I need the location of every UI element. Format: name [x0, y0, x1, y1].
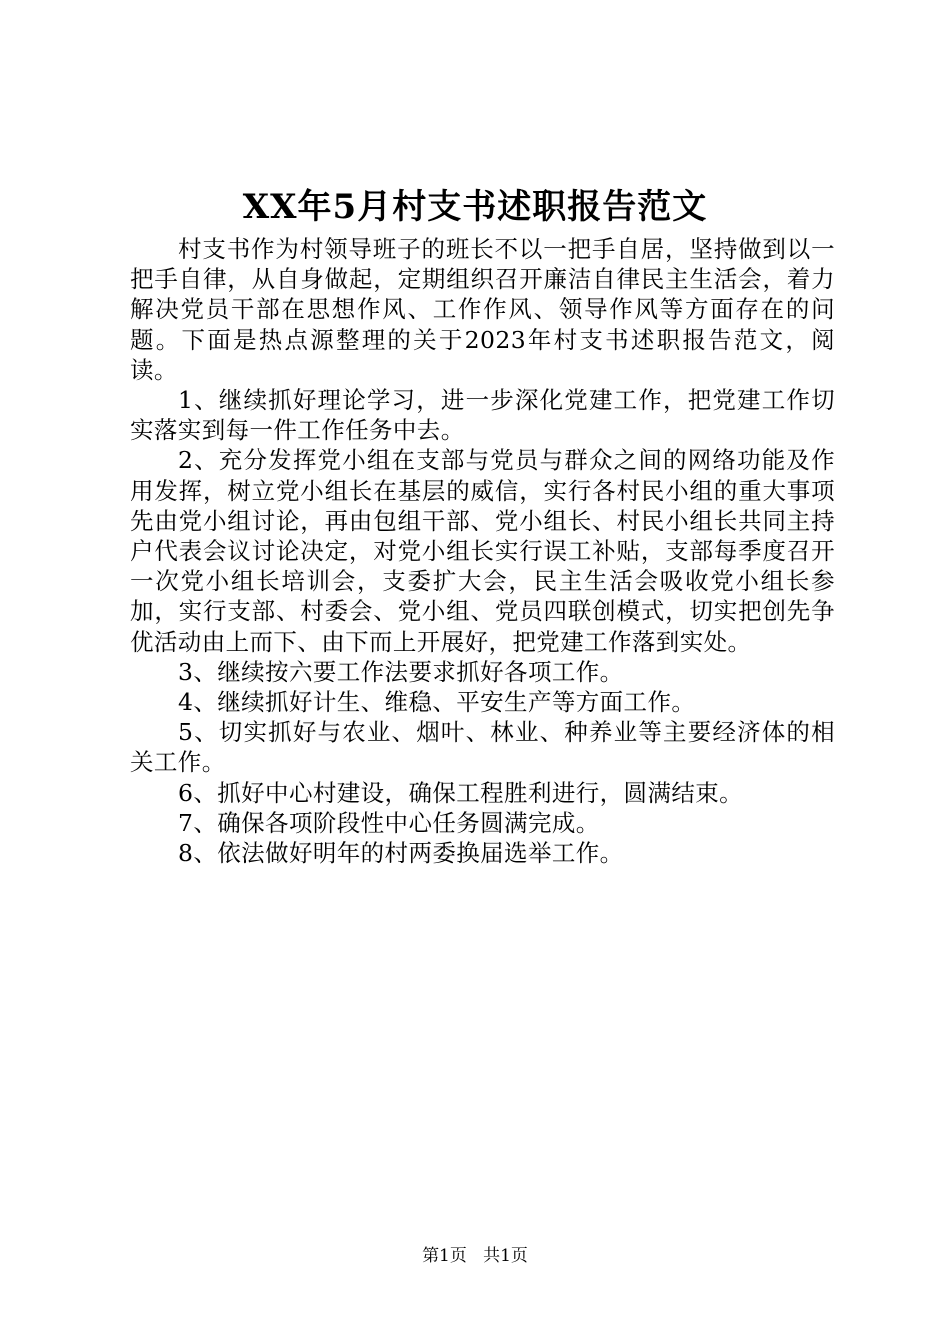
list-item-8: 8、依法做好明年的村两委换届选举工作。: [178, 839, 624, 868]
list-item-7: 7、确保各项阶段性中心任务圆满完成。: [178, 808, 600, 837]
list-item-2: 2、充分发挥党小组在支部与党员与群众之间的网络功能及作用发挥，树立党小组长在基层的威信，实行各村民小组的重大事项先由党小组讨论，再由包组干部、党小组长、村民小组长共同主持户代表会议讨论决定，对党小组长实行误工补贴，支部每季度召开一次党小组长培训会，支委扩大会，民主生活会吸收党小组长参加，实行支部、村委会、党小组、党员四联创模式，切实把创先争优活动由上而下、由下而上开展好，把党建工作落到实处。: [130, 446, 835, 656]
list-item-3: 3、继续按六要工作法要求抓好各项工作。: [178, 657, 624, 686]
intro-paragraph: 村支书作为村领导班子的班长不以一把手自居，坚持做到以一把手自律，从自身做起，定期组织召开廉洁自律民主生活会，着力解决党员干部在思想作风、工作作风、领导作风等方面存在的问题。下面是热点源整理的关于2023年村支书述职报告范文，阅读。: [130, 235, 835, 384]
page-footer: [0, 1244, 950, 1268]
document-title: XX年5月村支书述职报告范文: [242, 187, 708, 227]
page-total: 共1页: [483, 1246, 528, 1266]
list-item-5: 5、切实抓好与农业、烟叶、林业、种养业等主要经济体的相关工作。: [130, 718, 835, 777]
list-item-4: 4、继续抓好计生、维稳、平安生产等方面工作。: [178, 688, 696, 717]
page-number: 第1页: [422, 1246, 467, 1266]
list-item-1: 1、继续抓好理论学习，进一步深化党建工作，把党建工作切实落实到每一件工作任务中去。: [130, 386, 835, 445]
document-body: [130, 234, 835, 868]
list-item-6: 6、抓好中心村建设，确保工程胜利进行，圆满结束。: [178, 778, 744, 807]
page-separator: [472, 1246, 477, 1266]
